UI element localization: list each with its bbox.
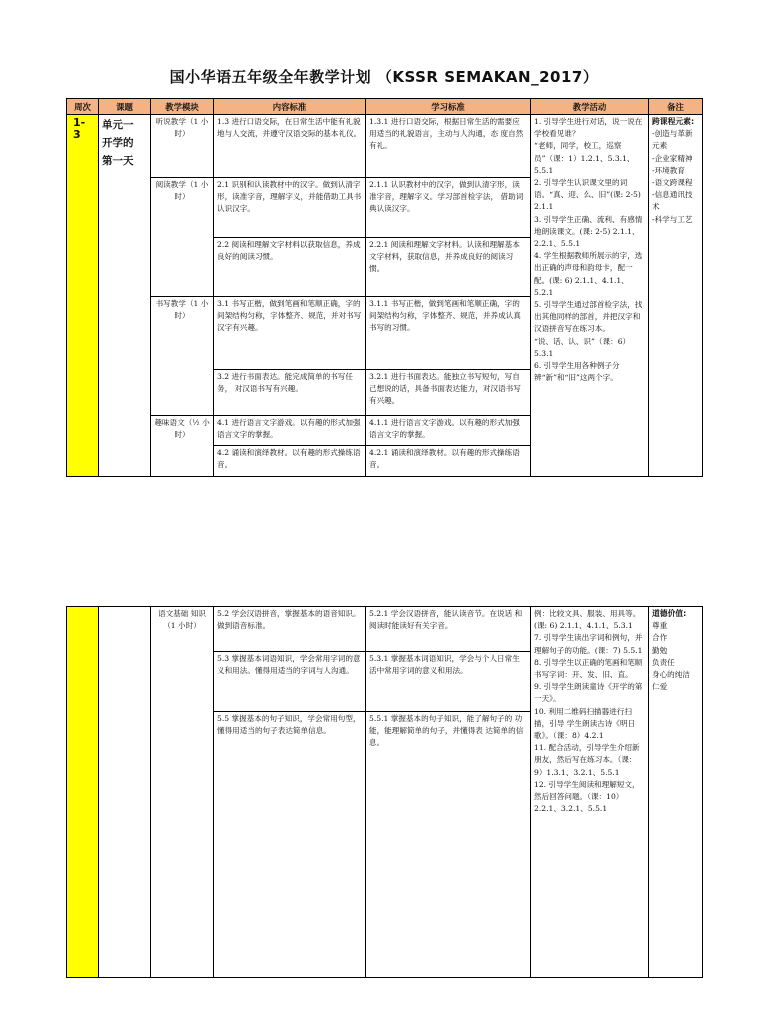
- notes-cell: [649, 607, 703, 978]
- content-standard-cell: 3.2 进行书面表达。能完成简单的书写任务， 对汉语书写有兴趣。: [214, 370, 366, 416]
- header-topic: 课题: [99, 99, 151, 115]
- activity-item: 例：比较文具、服装、用具等。: [534, 609, 641, 618]
- learning-standard-cell: 3.1.1 书写正楷，做到笔画和笔顺正确，字的间架结构匀称，字体整齐、规范，并养成认真书写的习惯。: [366, 297, 531, 370]
- activity-item: (课: 6) 2.1.1、4.1.1、5.3.1: [534, 621, 633, 631]
- learning-standard-cell: 5.2.1 学会汉语拼音，能认读音节。在说话 和阅读时能读好有关字音。: [366, 607, 531, 652]
- note-item: 身心的纯洁: [652, 670, 690, 680]
- module-cell: 趣味语文（½ 小时）: [151, 416, 214, 477]
- header-activities: 教学活动: [531, 99, 649, 115]
- activity-item: 2. 引导学生认识课文里的词语。“真、迎、么、旧”(课: 2-5) 2.1.1: [534, 178, 641, 212]
- activity-item: “老师，同学，校工，巡察员”（课：1）1.2.1、5.3.1、5.5.1: [534, 141, 635, 175]
- module-cell: 听说教学（1 小时）: [151, 115, 214, 178]
- plan-table-page-1: [66, 98, 703, 477]
- module-cell: 阅读教学（1 小时）: [151, 178, 214, 297]
- notes-heading: 跨课程元素:: [652, 117, 695, 126]
- notes-cell: [649, 115, 703, 477]
- header-module: 教学模块: [151, 99, 214, 115]
- activity-item: 11. 配合活动，引导学生介绍新朋友，然后写在练习本。（课：9）1.3.1、3.2.1、5.5.1: [534, 743, 640, 777]
- week-cell: [67, 115, 99, 477]
- activity-item: 5. 引导学生通过部首检字法，找出其他同样的部首，并把汉字和汉语拼音写在练习本。: [534, 300, 643, 334]
- activity-item: “说、话、认、识”（课：6）5.3.1: [534, 336, 631, 358]
- activity-item: 12. 引导学生阅读和理解短文，然后回答问题。（课：10）2.2.1、3.2.1、5.5.1: [534, 779, 640, 814]
- note-item: -创造与革新元素: [652, 129, 693, 151]
- note-item: 仁爱: [652, 682, 668, 692]
- note-item: -科学与工艺: [652, 214, 693, 224]
- learning-standard-cell: 4.2.1 诵读和演绎教材。以有趣的形式操练语音。: [366, 446, 531, 477]
- note-item: -信息通讯技术: [652, 190, 693, 212]
- note-item: 负责任: [652, 657, 675, 667]
- plan-table-page-2: [66, 606, 703, 978]
- learning-standard-cell: 2.1.1 认识教材中的汉字，做到认清字形，读准字音，理解字义。学习部首检字法， 借助词典认读汉字。: [366, 178, 531, 238]
- learning-standard-cell: 1.3.1 进行口语交际，根据日常生活的需要应用适当的礼貌语言，主动与人沟通，态 度自然有礼。: [366, 115, 531, 178]
- content-standard-cell: 4.1 进行语言文字游戏。以有趣的形式加强语言文字的掌握。: [214, 416, 366, 446]
- activity-item: 6. 引导学生用各种例子分辨“新”和“旧”这两个字。: [534, 361, 620, 383]
- topic-cell: [99, 115, 151, 477]
- content-standard-cell: 5.3 掌握基本词语知识，学会常用字词的意义和用法。懂得用适当的字词与人沟通。: [214, 652, 366, 712]
- activity-item: 7. 引导学生读出字词和例句，并理解句子的功能。(课：7) 5.5.1: [534, 633, 643, 655]
- week-cell: [67, 607, 99, 978]
- note-item: 合作: [652, 633, 668, 643]
- notes-heading: 道德价值:: [652, 609, 687, 618]
- activity-item: 8. 引导学生以正确的笔画和笔顺书写字词：开、发、旧、直。: [534, 657, 643, 680]
- table-row: [67, 607, 703, 652]
- activity-item: 10. 利用二维码扫描器进行扫描，引导 学生朗读古诗《明日歌》。（课：8）4.2.1: [534, 706, 636, 741]
- content-standard-cell: 5.5 掌握基本的句子知识，学会常用句型， 懂得用适当的句子表达简单信息。: [214, 712, 366, 978]
- content-standard-cell: 1.3 进行口语交际，在日常生活中能有礼貌地与人交流，并遵守汉语交际的基本礼仪。: [214, 115, 366, 178]
- activity-item: 9. 引导学生朗读童诗《开学的第一天》。: [534, 682, 643, 704]
- activity-item: 4. 学生根据教师所展示的字，选出正确的声母和韵母卡，配一配。(课: 6) 2.1.1、4.1.1、5.2.1: [534, 251, 643, 297]
- content-standard-cell: 4.2 诵读和演绎教材。以有趣的形式操练语音。: [214, 446, 366, 477]
- learning-standard-cell: 5.3.1 掌握基本词语知识，学会与个人日常生活中常用字词的意义和用法。: [366, 652, 531, 712]
- page-title: 国小华语五年级全年教学计划 （KSSR SEMAKAN_2017）: [169, 68, 599, 86]
- content-standard-cell: 2.2 阅读和理解文字材料以获取信息，养成良好的阅读习惯。: [214, 238, 366, 297]
- topic-line: 开学的: [102, 137, 134, 149]
- topic-line: 单元一: [102, 119, 134, 131]
- note-item: -语文跨课程: [652, 178, 693, 188]
- module-cell: 书写教学（1 小时）: [151, 297, 214, 416]
- content-standard-cell: 2.1 识别和认读教材中的汉字。做到认清字形，读准字音，理解字义，并能借助工具书认识汉字。: [214, 178, 366, 238]
- table-header-row: [67, 99, 703, 115]
- content-standard-cell: 3.1 书写正楷，做到笔画和笔顺正确，字的间架结构匀称，字体整齐、规范，并对书写汉字有兴趣。: [214, 297, 366, 370]
- table-row: [67, 115, 703, 178]
- learning-standard-cell: 3.2.1 进行书面表达。能独立书写短句，写自己想说的话，具备书面表达能力，对汉语书写有兴趣。: [366, 370, 531, 416]
- activity-item: 3. 引导学生正确、流利、有感情地朗读课文。(课: 2-5) 2.1.1、2.2.1、5.5.1: [534, 214, 643, 249]
- note-item: -环境教育: [652, 165, 685, 175]
- note-item: 尊重: [652, 621, 668, 631]
- activity-item: 1. 引导学生进行对话，说一说在学校看见谁？: [534, 117, 643, 139]
- module-cell: 语文基础 知识（1 小时）: [151, 607, 214, 978]
- note-item: 勤勉: [652, 645, 668, 655]
- header-notes: 备注: [649, 99, 703, 115]
- header-learning-standard: 学习标准: [366, 99, 531, 115]
- week-number: 1-3: [73, 116, 86, 142]
- topic-line: 第一天: [102, 155, 134, 167]
- learning-standard-cell: 2.2.1 阅读和理解文字材料。认读和理解基本文字材料，获取信息，并养成良好的阅读习惯。: [366, 238, 531, 297]
- activities-cell: [531, 607, 649, 978]
- topic-cell: [99, 607, 151, 978]
- learning-standard-cell: 4.1.1 进行语言文字游戏。以有趣的形式加强语言文字的掌握。: [366, 416, 531, 446]
- note-item: -企业家精神: [652, 153, 693, 163]
- learning-standard-cell: 5.5.1 掌握基本的句子知识，能了解句子的 功能，能理解简单的句子，并懂得表 达简单的信息。: [366, 712, 531, 978]
- header-week: 周次: [67, 99, 99, 115]
- header-content-standard: 内容标准: [214, 99, 366, 115]
- activities-cell: [531, 115, 649, 477]
- content-standard-cell: 5.2 学会汉语拼音，掌握基本的语音知识。 做到语音标准。: [214, 607, 366, 652]
